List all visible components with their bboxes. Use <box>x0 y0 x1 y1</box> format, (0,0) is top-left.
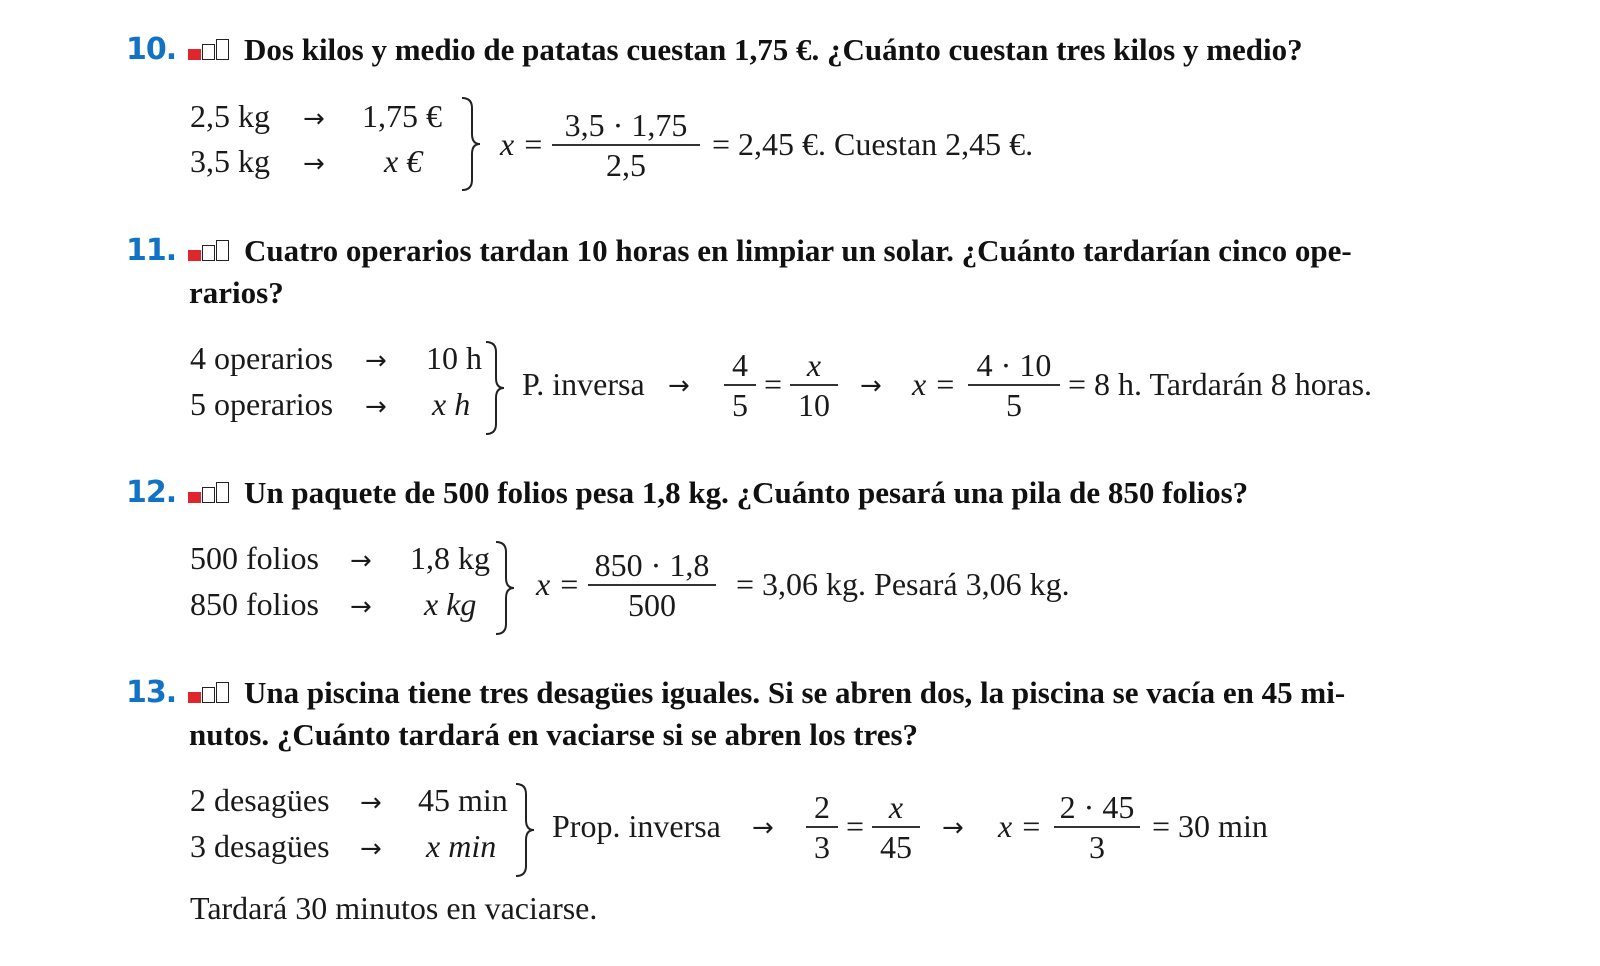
arrow-icon: → <box>752 813 774 843</box>
conclusion-text: Tardará 30 minutos en vaciarse. <box>190 890 598 926</box>
statement-line: Una piscina tiene tres desagües iguales. Si se abren dos, la piscina se vacía en 45 mi- <box>244 675 1346 710</box>
statement-line: rarios? <box>189 275 284 310</box>
fraction-numerator: 850 · 1,8 <box>594 547 710 583</box>
fraction-denominator: 3 <box>814 828 830 865</box>
data-row-left: 4 operarios <box>190 340 334 376</box>
right-brace-icon <box>514 782 538 878</box>
solution-lhs: x = <box>500 126 544 162</box>
arrow-icon: → <box>350 546 372 576</box>
arrow-icon: → <box>668 371 690 401</box>
data-row-left: 3,5 kg <box>190 143 270 179</box>
arrow-icon: → <box>860 371 882 401</box>
problem-number: 12. <box>126 475 177 510</box>
problem-number: 11. <box>126 233 177 268</box>
fraction-denominator: 5 <box>1006 386 1022 423</box>
equals-sign: = <box>764 366 783 402</box>
arrow-icon: → <box>350 592 372 622</box>
arrow-icon: → <box>365 346 387 376</box>
arrow-icon: → <box>360 788 382 818</box>
solution-label: Prop. inversa <box>552 808 721 844</box>
fraction-denominator: 45 <box>880 828 912 865</box>
arrow-icon: → <box>365 392 387 422</box>
ratio-fraction <box>872 788 920 866</box>
solution-result: = 8 h. Tardarán 8 horas. <box>1068 366 1373 402</box>
fraction-numerator: x <box>888 789 904 825</box>
data-row-right: 1,75 € <box>362 98 442 134</box>
solution-label: P. inversa <box>522 366 645 402</box>
difficulty-icon <box>188 683 232 703</box>
fraction-numerator: 3,5 · 1,75 <box>564 107 688 143</box>
data-row-right: x kg <box>424 586 477 622</box>
ratio-fraction <box>790 346 838 424</box>
solution-fraction <box>1054 788 1140 866</box>
data-row-left: 850 folios <box>190 586 319 622</box>
data-row-right: x € <box>384 143 423 179</box>
fraction-denominator: 500 <box>628 586 676 623</box>
fraction-numerator: 4 · 10 <box>976 347 1052 383</box>
solution-result: = 3,06 kg. Pesará 3,06 kg. <box>736 566 1070 602</box>
ratio-fraction <box>724 346 756 424</box>
equals-sign: = <box>846 808 865 844</box>
solution-result: = 30 min <box>1152 808 1268 844</box>
arrow-icon: → <box>942 813 964 843</box>
problem-number: 10. <box>126 32 177 67</box>
statement-line: nutos. ¿Cuánto tardará en vaciarse si se abren los tres? <box>189 717 919 752</box>
data-row-right: x h <box>432 386 471 422</box>
difficulty-icon <box>188 483 232 503</box>
ratio-fraction <box>806 788 838 866</box>
problem-number: 13. <box>126 675 177 710</box>
fraction-numerator: x <box>806 347 822 383</box>
statement-line: Cuatro operarios tardan 10 horas en limpiar un solar. ¿Cuánto tardarían cinco ope- <box>244 233 1352 268</box>
arrow-icon: → <box>303 149 325 179</box>
solution-fraction <box>968 346 1060 424</box>
problem-statement: Un paquete de 500 folios pesa 1,8 kg. ¿Cuánto pesará una pila de 850 folios? <box>244 475 1249 510</box>
fraction-numerator: 2 · 45 <box>1059 789 1135 825</box>
solution-lhs: x = <box>912 366 956 402</box>
solution-fraction <box>588 546 716 624</box>
problem-statement: Dos kilos y medio de patatas cuestan 1,75 €. ¿Cuánto cuestan tres kilos y medio? <box>244 32 1303 67</box>
fraction-numerator: 4 <box>732 347 748 383</box>
data-row-right: 1,8 kg <box>410 540 490 576</box>
data-row-left: 5 operarios <box>190 386 334 422</box>
arrow-icon: → <box>303 104 325 134</box>
fraction-denominator: 3 <box>1089 828 1105 865</box>
problem-statement <box>189 230 1474 314</box>
data-row-right: x min <box>426 828 497 864</box>
data-row-left: 500 folios <box>190 540 319 576</box>
difficulty-icon <box>188 40 232 60</box>
fraction-denominator: 2,5 <box>606 146 646 183</box>
data-row-left: 2 desagües <box>190 782 330 818</box>
solution-fraction <box>552 106 700 184</box>
data-row-right: 10 h <box>426 340 482 376</box>
right-brace-icon <box>494 540 518 636</box>
data-row-right: 45 min <box>418 782 508 818</box>
fraction-numerator: 2 <box>814 789 830 825</box>
data-row-left: 3 desagües <box>190 828 330 864</box>
problem-statement <box>189 672 1474 756</box>
right-brace-icon <box>484 340 508 436</box>
solution-lhs: x = <box>998 808 1042 844</box>
fraction-denominator: 5 <box>732 386 748 423</box>
right-brace-icon <box>460 96 484 192</box>
fraction-denominator: 10 <box>798 386 830 423</box>
arrow-icon: → <box>360 834 382 864</box>
solution-result: = 2,45 €. Cuestan 2,45 €. <box>712 126 1034 162</box>
data-row-left: 2,5 kg <box>190 98 270 134</box>
solution-lhs: x = <box>536 566 580 602</box>
difficulty-icon <box>188 241 232 261</box>
